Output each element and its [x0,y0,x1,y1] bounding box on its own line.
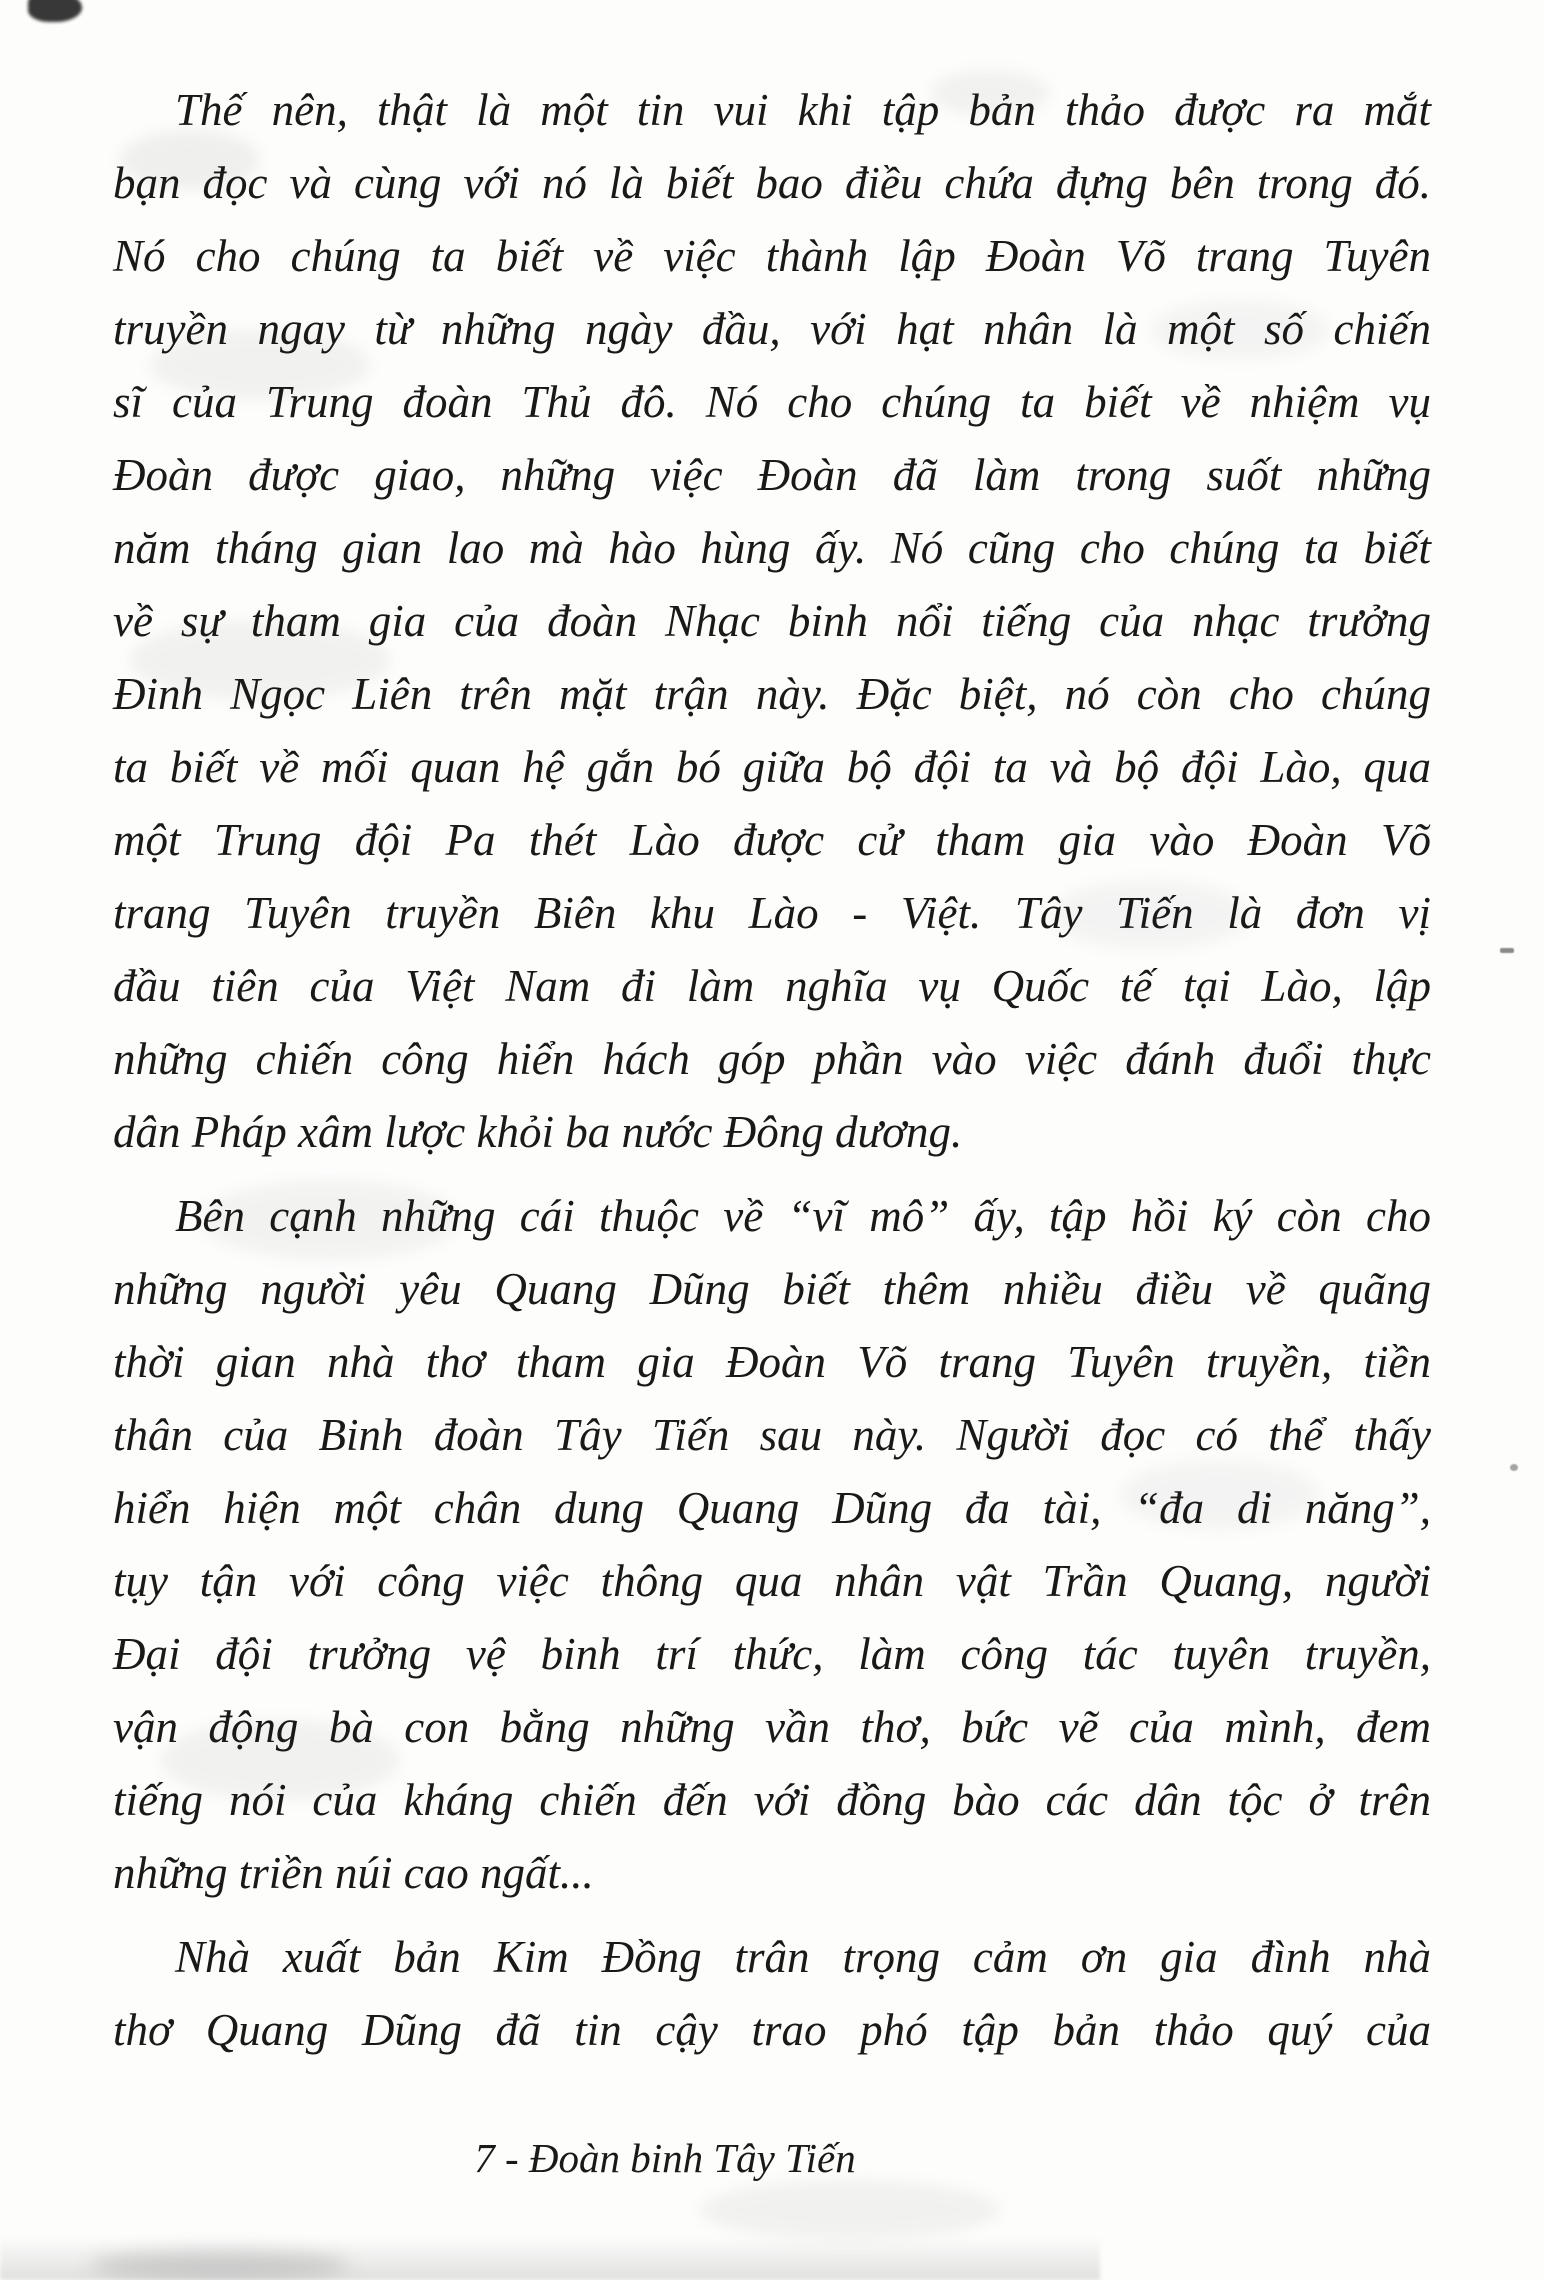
text-line: thân của Binh đoàn Tây Tiến sau này. Người đọc có thể thấy [113,1410,1431,1460]
scan-smudge [90,2250,350,2280]
text-block [113,74,1431,2067]
text-line: vận động bà con bằng những vần thơ, bức vẽ của mình, đem [113,1702,1431,1752]
text-line: Nhà xuất bản Kim Đồng trân trọng cảm ơn gia đình nhà [175,1932,1431,1982]
text-line: truyền ngay từ những ngày đầu, với hạt nhân là một số chiến [113,304,1431,354]
scan-edge-mark [1500,948,1514,953]
text-line: bạn đọc và cùng với nó là biết bao điều chứa đựng bên trong đó. [113,158,1431,208]
text-line: Nó cho chúng ta biết về việc thành lập Đoàn Võ trang Tuyên [113,231,1431,281]
text-line: ta biết về mối quan hệ gắn bó giữa bộ đội ta và bộ đội Lào, qua [113,742,1431,792]
text-line: những người yêu Quang Dũng biết thêm nhiều điều về quãng [113,1264,1431,1314]
text-line: năm tháng gian lao mà hào hùng ấy. Nó cũng cho chúng ta biết [113,523,1431,573]
scan-ink-mark [28,0,82,22]
paragraph-1 [113,74,1431,1169]
text-line: Bên cạnh những cái thuộc về “vĩ mô” ấy, tập hồi ký còn cho [175,1191,1431,1241]
text-line: Thế nên, thật là một tin vui khi tập bản thảo được ra mắt [175,85,1431,135]
text-line: một Trung đội Pa thét Lào được cử tham gia vào Đoàn Võ [113,815,1431,865]
text-line: Đinh Ngọc Liên trên mặt trận này. Đặc biệt, nó còn cho chúng [113,669,1431,719]
paragraph-2 [113,1180,1431,1910]
paragraph-3 [113,1921,1431,2067]
text-line: Đoàn được giao, những việc Đoàn đã làm trong suốt những [113,450,1431,500]
text-line: đầu tiên của Việt Nam đi làm nghĩa vụ Quốc tế tại Lào, lập [113,961,1431,1011]
text-line: sĩ của Trung đoàn Thủ đô. Nó cho chúng ta biết về nhiệm vụ [113,377,1431,427]
text-line: tụy tận với công việc thông qua nhân vật Trần Quang, người [113,1556,1431,1606]
page-footer-signature: 7 - Đoàn binh Tây Tiến [474,2135,856,2181]
text-line: thơ Quang Dũng đã tin cậy trao phó tập bản thảo quý của [113,2005,1431,2055]
text-line: dân Pháp xâm lược khỏi ba nước Đông dương. [113,1107,963,1157]
text-line: những chiến công hiển hách góp phần vào việc đánh đuổi thực [113,1034,1431,1084]
text-line: thời gian nhà thơ tham gia Đoàn Võ trang Tuyên truyền, tiền [113,1337,1431,1387]
scan-smudge [700,2180,1000,2240]
text-line: về sự tham gia của đoàn Nhạc binh nổi tiếng của nhạc trưởng [113,596,1431,646]
text-line: Đại đội trưởng vệ binh trí thức, làm công tác tuyên truyền, [113,1629,1431,1679]
text-line: những triền núi cao ngất... [113,1848,594,1898]
text-line: tiếng nói của kháng chiến đến với đồng bào các dân tộc ở trên [113,1775,1431,1825]
text-line: trang Tuyên truyền Biên khu Lào - Việt. Tây Tiến là đơn vị [113,888,1431,938]
text-line: hiển hiện một chân dung Quang Dũng đa tài, “đa di năng”, [113,1483,1431,1533]
scan-edge-mark [1510,1464,1518,1471]
